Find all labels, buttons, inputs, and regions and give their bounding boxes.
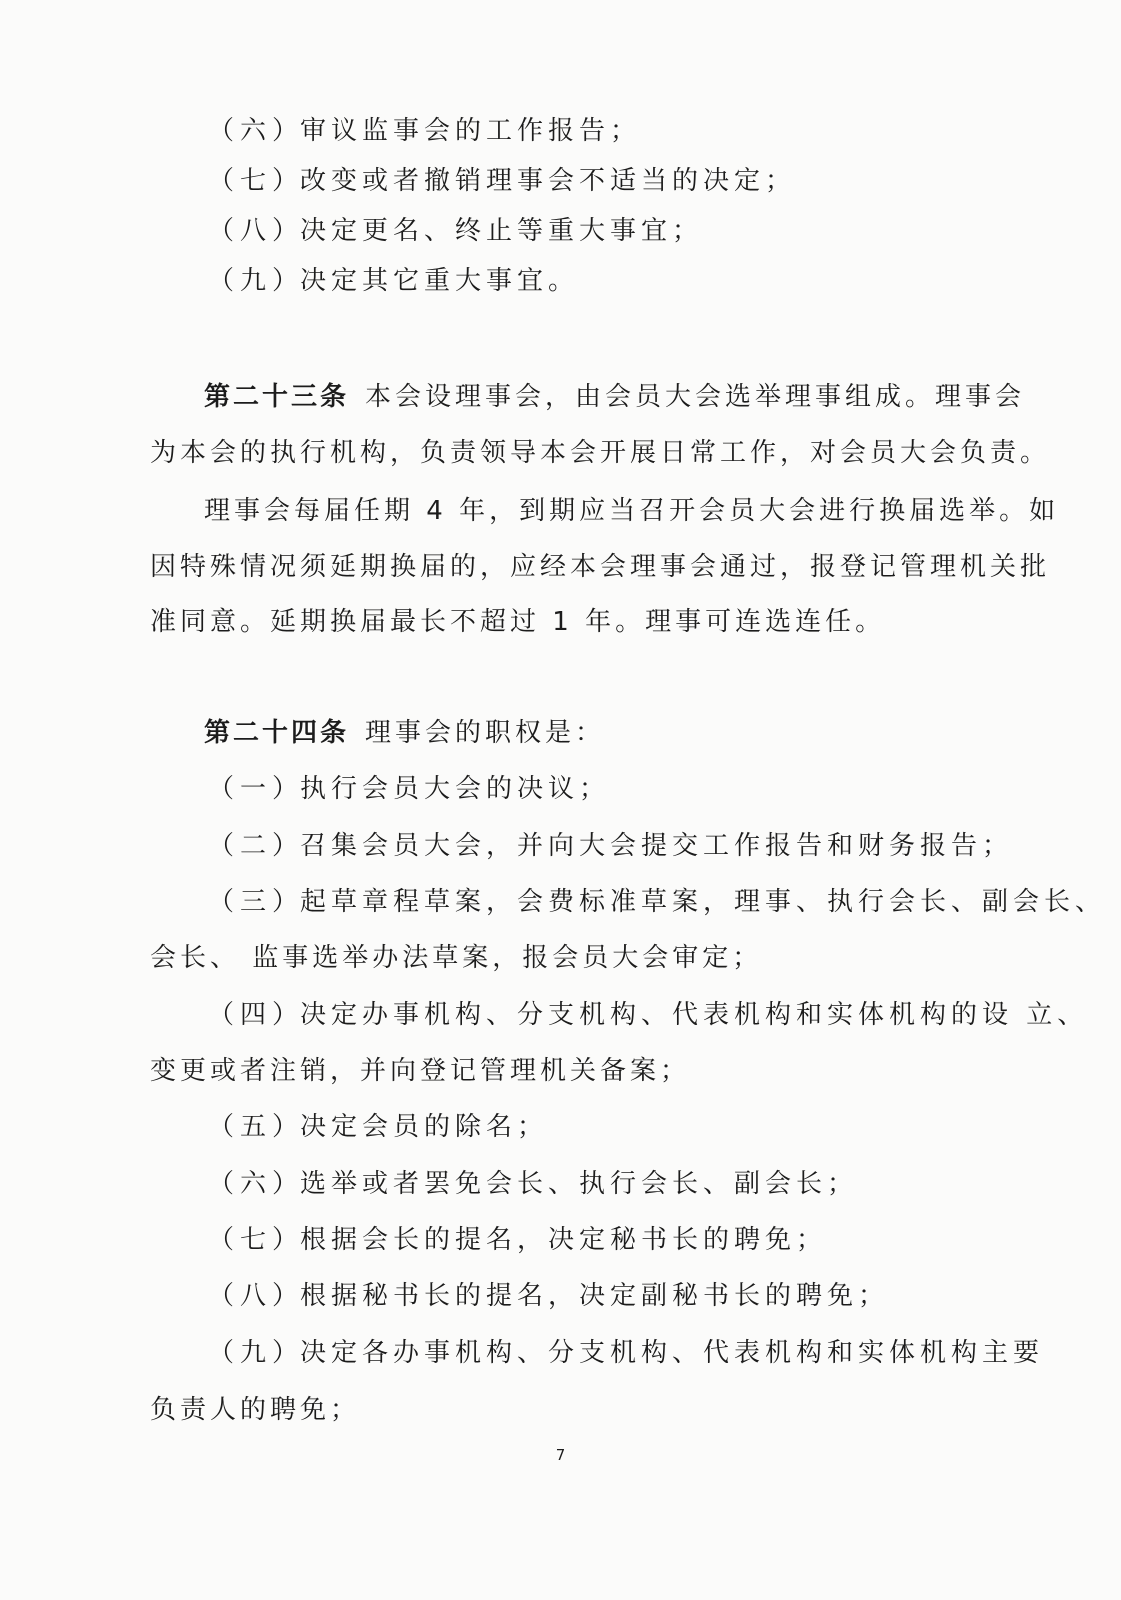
article-23-text: 本会设理事会，由会员大会选举理事组成。理事会 — [365, 382, 1026, 412]
list-item — [208, 164, 796, 198]
article-23-line-1 — [204, 380, 1025, 414]
list-item-continuation: 负责人的聘免； — [150, 1395, 361, 1425]
article-23-paragraph-2-line-3: 准同意。延期换届最长不超过 1 年。理事可连选连任。 — [150, 607, 886, 637]
list-item — [208, 1336, 1044, 1370]
list-item — [208, 1110, 548, 1144]
item-text: 执行会员大会的决议； — [300, 774, 611, 804]
item-number: （一） — [208, 774, 305, 804]
item-number: （四） — [208, 1000, 305, 1030]
item-text: 决定更名、终止等重大事宜； — [300, 216, 704, 246]
item-number: （七） — [208, 1225, 305, 1255]
item-text: 决定办事机构、分支机构、代表机构和实体机构的设 立、 — [300, 1000, 1089, 1030]
list-item-continuation: 会长、 监事选举办法草案，报会员大会审定； — [150, 943, 763, 973]
article-24-intro: 理事会的职权是： — [365, 718, 606, 748]
item-number: （五） — [208, 1112, 305, 1142]
item-number: （九） — [208, 266, 305, 296]
item-text: 决定其它重大事宜。 — [300, 266, 580, 296]
list-item — [208, 772, 610, 806]
article-24-intro-line — [204, 716, 605, 750]
list-item — [208, 1167, 858, 1201]
list-item — [208, 1223, 827, 1257]
item-text: 选举或者罢免会长、执行会长、副会长； — [300, 1169, 859, 1199]
item-number: （七） — [208, 166, 305, 196]
item-text: 根据会长的提名，决定秘书长的聘免； — [300, 1225, 828, 1255]
item-text: 改变或者撤销理事会不适当的决定； — [300, 166, 797, 196]
list-item-continuation: 变更或者注销，并向登记管理机关备案； — [150, 1056, 691, 1086]
article-23-paragraph-2-line-2: 因特殊情况须延期换届的，应经本会理事会通过，报登记管理机关批 — [150, 552, 1051, 582]
item-number: （二） — [208, 831, 305, 861]
item-number: （八） — [208, 216, 305, 246]
list-item — [208, 885, 1106, 919]
item-number: （六） — [208, 1169, 305, 1199]
article-23-line-2: 为本会的执行机构，负责领导本会开展日常工作，对会员大会负责。 — [150, 438, 1051, 468]
article-23-paragraph-2-line-1: 理事会每届任期 4 年，到期应当召开会员大会进行换届选举。如 — [204, 496, 1060, 526]
list-item — [208, 1279, 889, 1313]
item-number: （九） — [208, 1338, 305, 1368]
list-item — [208, 114, 641, 148]
item-text: 根据秘书长的提名，决定副秘书长的聘免； — [300, 1281, 890, 1311]
item-text: 召集会员大会，并向大会提交工作报告和财务报告； — [300, 831, 1014, 861]
item-number: （三） — [208, 887, 305, 917]
page-number: 7 — [555, 1446, 566, 1464]
item-number: （八） — [208, 1281, 305, 1311]
article-24-heading: 第二十四条 — [204, 718, 350, 748]
item-text: 决定各办事机构、分支机构、代表机构和实体机构主要 — [300, 1338, 1045, 1368]
list-item — [208, 214, 703, 248]
item-text: 审议监事会的工作报告； — [300, 116, 642, 146]
list-item — [208, 998, 1088, 1032]
list-item — [208, 829, 1013, 863]
article-23-heading: 第二十三条 — [204, 382, 350, 412]
item-number: （六） — [208, 116, 305, 146]
item-text: 起草章程草案，会费标准草案，理事、执行会长、副会长、 — [300, 887, 1107, 917]
item-text: 决定会员的除名； — [300, 1112, 549, 1142]
list-item — [208, 264, 579, 298]
